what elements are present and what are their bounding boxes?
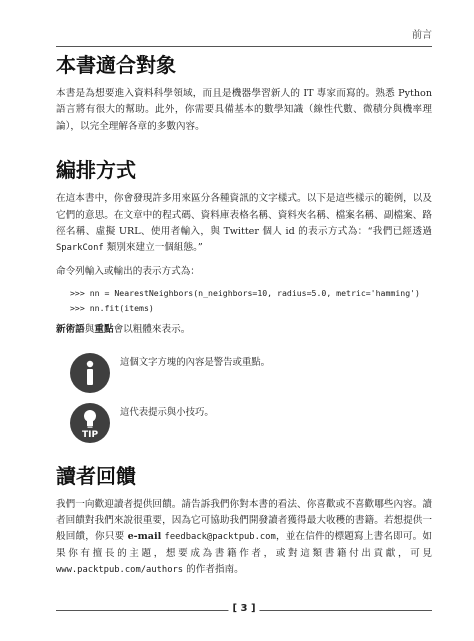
- section-heading-audience: 本書適合對象: [56, 53, 176, 77]
- page-number: [ 3 ]: [228, 603, 259, 614]
- warning-box: [56, 353, 432, 393]
- page-content: [56, 48, 432, 579]
- authors-url: www.packtpub.com/authors: [56, 565, 184, 576]
- tip-badge: TIP: [81, 429, 99, 440]
- info-icon: [70, 353, 110, 393]
- section-heading-feedback: 讀者回饋: [56, 463, 136, 488]
- footer-rule-left: [56, 610, 229, 611]
- page-footer: [56, 603, 432, 617]
- tip-box: [56, 403, 432, 443]
- conventions-paragraph: 在這本書中，你會發現許多用來區分各種資訊的文字樣式。以下是這些樣示的範例，以及它們的意思。在文章中的程式碼、資料庫表格名稱、資料夾名稱、檔案名稱、副檔案、路徑名稱、虛擬 URL、使用者輸入，與 Twitter 個人 id 的表示方式為：“我們已經透過 SparkConf 類別來建立一個組態。”: [56, 193, 432, 254]
- footer-rule-right: [259, 610, 432, 611]
- email-label: e-mail: [127, 531, 162, 543]
- running-head: 前言: [56, 26, 432, 47]
- bold-terms-paragraph: 新術語與重點會以粗體來表示。: [56, 324, 191, 336]
- inline-code-sparkconf: SparkConf: [56, 243, 104, 254]
- lightbulb-tip-icon: [70, 403, 110, 443]
- feedback-paragraph: 我們一向歡迎讀者提供回饋。請告訴我們你對本書的看法、你喜歡或不喜歡哪些內容。讀者回饋對我們來說很重要，因為它可協助我們開發讀者獲得最大收穫的書籍。若想提供一般回饋，你只要 e-mail feedback@packtpub.com，並在信件的標題寫上書名即可。如果你有擅長的主題，想要成為書籍作者，或對這類書籍付出貢獻，可見 www.packtpub.com/authors 的作者指南。: [56, 498, 432, 576]
- code-block: [70, 286, 432, 315]
- email-address: feedback@packtpub.com: [164, 532, 276, 543]
- audience-paragraph: 本書是為想要進入資料科學領域，而且是機器學習新人的 IT 專家而寫的。熟悉 Python 語言將有很大的幫助。此外，你需要具備基本的數學知識（線性代數、微積分與機率理論），以完全理解各章的多數內容。: [56, 88, 432, 132]
- term-new: 新術語: [56, 324, 85, 336]
- code-line: >>> nn = NearestNeighbors(n_neighbors=10, radius=5.0, metric='hamming'): [70, 288, 420, 299]
- warning-text: 這個文字方塊的內容是警告或重點。: [120, 356, 271, 368]
- command-intro: 命令列輸入或輸出的表示方式為：: [56, 265, 200, 277]
- tip-text: 這代表提示與小技巧。: [120, 406, 214, 418]
- term-important: 重點: [94, 324, 114, 336]
- section-heading-conventions: 編排方式: [56, 158, 136, 183]
- code-line: >>> nn.fit(items): [70, 302, 154, 313]
